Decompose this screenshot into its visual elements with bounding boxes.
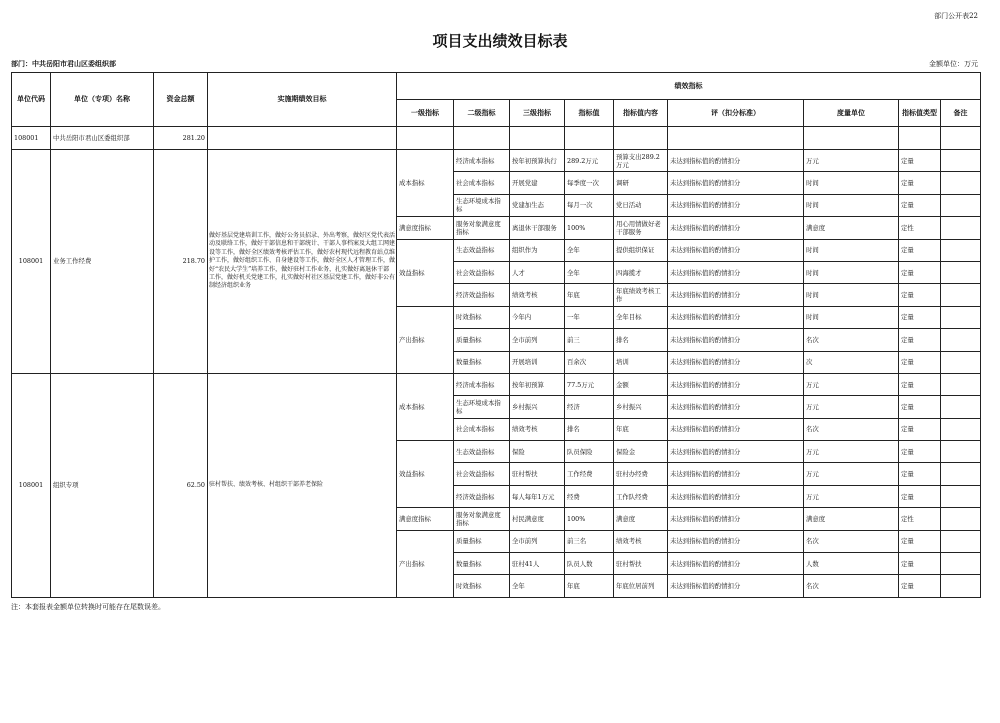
level2-indicator: 数量指标: [454, 351, 510, 373]
header-code: 单位代码: [12, 73, 51, 127]
level3-indicator: 绩效考核: [510, 418, 565, 440]
indicator-type: 定量: [899, 150, 941, 172]
scoring-standard: 未达到指标值的酌情扣分: [668, 530, 804, 552]
header-content: 指标值内容: [614, 100, 668, 127]
remark: [941, 508, 981, 530]
scoring-standard: 未达到指标值的酌情扣分: [668, 508, 804, 530]
header-measure: 度量单位: [804, 100, 899, 127]
scoring-standard: 未达到指标值的酌情扣分: [668, 239, 804, 261]
level2-indicator: 经济效益指标: [454, 284, 510, 306]
scoring-standard: 未达到指标值的酌情扣分: [668, 194, 804, 216]
indicator-value: 工作经费: [565, 463, 614, 485]
measure-unit: 时间: [804, 239, 899, 261]
scoring-standard: 未达到指标值的酌情扣分: [668, 575, 804, 597]
indicator-content: 年底位居前列: [614, 575, 668, 597]
measure-unit: 万元: [804, 373, 899, 395]
indicator-type: 定量: [899, 463, 941, 485]
remark: [941, 441, 981, 463]
indicator-type: 定量: [899, 172, 941, 194]
indicator-value: 每月一次: [565, 194, 614, 216]
level1-indicator: 产出指标: [397, 530, 454, 597]
indicator-value: 年底: [565, 575, 614, 597]
remark: [941, 351, 981, 373]
measure-unit: 名次: [804, 329, 899, 351]
level1-indicator: 效益指标: [397, 441, 454, 508]
header-level2: 二级指标: [454, 100, 510, 127]
indicator-value: 100%: [565, 217, 614, 239]
measure-unit: 满意度: [804, 217, 899, 239]
indicator-value: 前三: [565, 329, 614, 351]
remark: [941, 306, 981, 328]
level2-indicator: 社会效益指标: [454, 261, 510, 283]
indicator-content: 绩效考核: [614, 530, 668, 552]
measure-unit: 满意度: [804, 508, 899, 530]
indicator-content: 用心用情做好老干部服务: [614, 217, 668, 239]
scoring-standard: 未达到指标值的酌情扣分: [668, 463, 804, 485]
indicator-value: 排名: [565, 418, 614, 440]
scoring-standard: 未达到指标值的酌情扣分: [668, 329, 804, 351]
indicator-content: 年底绩效考核工作: [614, 284, 668, 306]
table-row: [12, 127, 981, 150]
indicator-type: 定量: [899, 194, 941, 216]
level3-indicator: 全年: [510, 575, 565, 597]
indicator-type: 定量: [899, 261, 941, 283]
measure-unit: 时间: [804, 284, 899, 306]
indicator-value: 全年: [565, 239, 614, 261]
indicator-type: 定量: [899, 373, 941, 395]
indicator-content: 排名: [614, 329, 668, 351]
indicator-content: 全年目标: [614, 306, 668, 328]
indicator-type: 定性: [899, 217, 941, 239]
header-remark: 备注: [941, 100, 981, 127]
indicator-content: 培训: [614, 351, 668, 373]
indicator-type: 定量: [899, 239, 941, 261]
level3-indicator: 按年初预算: [510, 373, 565, 395]
remark: [941, 329, 981, 351]
project-goal: 做好基层党建培训工作，做好公务员招录、外出考察，做好区党代表活动及联络工作，做好干部信息和干部统计、干部人事档案及大组工网建设等工作，做好全区绩效考核评估工作，做好农村现代远程教育站点维护工作，做好组织工作、自身建设等工作，做好全区人才管理工作，做好“农民大学生”培养工作，做好驻村工作业务，扎实做好离退休干部工作，做好机关党建工作，扎实做好村社区基层党建工作，做好非公有制经济组织业务: [208, 150, 397, 374]
indicator-type: 定量: [899, 485, 941, 507]
remark: [941, 284, 981, 306]
indicator-content: 年底: [614, 418, 668, 440]
level3-indicator: 人才: [510, 261, 565, 283]
indicator-value: 前三名: [565, 530, 614, 552]
indicator-content: 调研: [614, 172, 668, 194]
level3-indicator: 全市前列: [510, 329, 565, 351]
scoring-standard: 未达到指标值的酌情扣分: [668, 553, 804, 575]
level2-indicator: 生态环境成本指标: [454, 396, 510, 418]
scoring-standard: 未达到指标值的酌情扣分: [668, 441, 804, 463]
project-total: 62.50: [154, 373, 208, 597]
header-total: 资金总额: [154, 73, 208, 127]
indicator-content: 乡村振兴: [614, 396, 668, 418]
indicator-type: 定量: [899, 306, 941, 328]
indicator-content: 金额: [614, 373, 668, 395]
level2-indicator: 服务对象满意度指标: [454, 508, 510, 530]
level3-indicator: 全市前列: [510, 530, 565, 552]
project-total: 218.70: [154, 150, 208, 374]
remark: [941, 261, 981, 283]
scoring-standard: 未达到指标值的酌情扣分: [668, 217, 804, 239]
scoring-standard: 未达到指标值的酌情扣分: [668, 284, 804, 306]
level2-indicator: 社会成本指标: [454, 172, 510, 194]
level2-indicator: 经济效益指标: [454, 485, 510, 507]
indicator-type: 定量: [899, 553, 941, 575]
table-number: 部门公开表22: [934, 12, 978, 20]
measure-unit: 时间: [804, 261, 899, 283]
indicator-content: 驻村帮扶: [614, 553, 668, 575]
header-value: 指标值: [565, 100, 614, 127]
scoring-standard: 未达到指标值的酌情扣分: [668, 261, 804, 283]
amount-unit-label: 金额单位：万元: [929, 60, 978, 68]
project-code: 108001: [12, 150, 51, 374]
remark: [941, 373, 981, 395]
level3-indicator: 每人每年1万元: [510, 485, 565, 507]
indicator-type: 定量: [899, 418, 941, 440]
level3-indicator: 驻村帮扶: [510, 463, 565, 485]
measure-unit: 万元: [804, 150, 899, 172]
level3-indicator: 村民满意度: [510, 508, 565, 530]
scoring-standard: 未达到指标值的酌情扣分: [668, 485, 804, 507]
remark: [941, 485, 981, 507]
indicator-value: 年底: [565, 284, 614, 306]
level2-indicator: 社会成本指标: [454, 418, 510, 440]
unit-name: 中共岳阳市君山区委组织部: [51, 127, 154, 150]
level2-indicator: 生态环境成本指标: [454, 194, 510, 216]
project-name: 组织专项: [51, 373, 154, 597]
indicator-value: 经费: [565, 485, 614, 507]
remark: [941, 150, 981, 172]
measure-unit: 名次: [804, 418, 899, 440]
level2-indicator: 生态效益指标: [454, 239, 510, 261]
indicator-value: 百余次: [565, 351, 614, 373]
scoring-standard: 未达到指标值的酌情扣分: [668, 373, 804, 395]
indicator-value: 100%: [565, 508, 614, 530]
indicator-type: 定性: [899, 508, 941, 530]
indicator-content: 四海揽才: [614, 261, 668, 283]
level3-indicator: 开展党建: [510, 172, 565, 194]
scoring-standard: 未达到指标值的酌情扣分: [668, 306, 804, 328]
indicator-value: 队员人数: [565, 553, 614, 575]
measure-unit: 名次: [804, 530, 899, 552]
measure-unit: 时间: [804, 194, 899, 216]
level3-indicator: 按年初预算执行: [510, 150, 565, 172]
header-level1: 一级指标: [397, 100, 454, 127]
project-code: 108001: [12, 373, 51, 597]
remark: [941, 553, 981, 575]
remark: [941, 172, 981, 194]
unit-total: 281.20: [154, 127, 208, 150]
indicator-value: 全年: [565, 261, 614, 283]
project-goal: 驻村帮扶、绩效考核、村组织干部养老保险: [208, 373, 397, 597]
measure-unit: 时间: [804, 306, 899, 328]
indicator-type: 定量: [899, 351, 941, 373]
page-title: 项目支出绩效目标表: [432, 32, 568, 50]
header-level3: 三级指标: [510, 100, 565, 127]
indicator-type: 定量: [899, 396, 941, 418]
header-goal: 实施期绩效目标: [208, 73, 397, 127]
level1-indicator: 成本指标: [397, 150, 454, 217]
indicator-content: 提供组织保证: [614, 239, 668, 261]
level1-indicator: 产出指标: [397, 306, 454, 373]
level3-indicator: 党建加生态: [510, 194, 565, 216]
level2-indicator: 质量指标: [454, 530, 510, 552]
level1-indicator: 满意度指标: [397, 217, 454, 239]
header-name: 单位（专项）名称: [51, 73, 154, 127]
measure-unit: 万元: [804, 441, 899, 463]
indicator-content: 党日活动: [614, 194, 668, 216]
remark: [941, 530, 981, 552]
measure-unit: 人数: [804, 553, 899, 575]
remark: [941, 217, 981, 239]
level1-indicator: 成本指标: [397, 373, 454, 440]
indicator-value: 77.5万元: [565, 373, 614, 395]
level3-indicator: 离退休干部服务: [510, 217, 565, 239]
measure-unit: 次: [804, 351, 899, 373]
header-type: 指标值类型: [899, 100, 941, 127]
level2-indicator: 社会效益指标: [454, 463, 510, 485]
indicator-type: 定量: [899, 575, 941, 597]
performance-table: [11, 72, 981, 598]
remark: [941, 396, 981, 418]
footnote: 注：本套报表金额单位转换时可能存在尾数误差。: [11, 603, 165, 611]
level2-indicator: 质量指标: [454, 329, 510, 351]
measure-unit: 万元: [804, 485, 899, 507]
level2-indicator: 服务对象满意度指标: [454, 217, 510, 239]
indicator-type: 定量: [899, 329, 941, 351]
indicator-content: 工作队经费: [614, 485, 668, 507]
measure-unit: 名次: [804, 575, 899, 597]
level2-indicator: 数量指标: [454, 553, 510, 575]
level3-indicator: 今年内: [510, 306, 565, 328]
indicator-content: 驻村办经费: [614, 463, 668, 485]
scoring-standard: 未达到指标值的酌情扣分: [668, 396, 804, 418]
level3-indicator: 驻村41人: [510, 553, 565, 575]
indicator-value: 队员保险: [565, 441, 614, 463]
level1-indicator: 效益指标: [397, 239, 454, 306]
project-name: 业务工作经费: [51, 150, 154, 374]
remark: [941, 194, 981, 216]
measure-unit: 时间: [804, 172, 899, 194]
indicator-value: 经济: [565, 396, 614, 418]
scoring-standard: 未达到指标值的酌情扣分: [668, 351, 804, 373]
header-eval: 评（扣分标准）: [668, 100, 804, 127]
remark: [941, 418, 981, 440]
indicator-type: 定量: [899, 441, 941, 463]
level3-indicator: 绩效考核: [510, 284, 565, 306]
level3-indicator: 乡村振兴: [510, 396, 565, 418]
indicator-content: 保险金: [614, 441, 668, 463]
level1-indicator: 满意度指标: [397, 508, 454, 530]
remark: [941, 239, 981, 261]
level2-indicator: 生态效益指标: [454, 441, 510, 463]
scoring-standard: 未达到指标值的酌情扣分: [668, 418, 804, 440]
table-row: [12, 150, 981, 172]
remark: [941, 463, 981, 485]
indicator-content: 满意度: [614, 508, 668, 530]
scoring-standard: 未达到指标值的酌情扣分: [668, 150, 804, 172]
unit-code: 108001: [12, 127, 51, 150]
indicator-value: 每季度一次: [565, 172, 614, 194]
header-performance: 绩效指标: [397, 73, 981, 100]
level3-indicator: 开展培训: [510, 351, 565, 373]
indicator-value: 一年: [565, 306, 614, 328]
scoring-standard: 未达到指标值的酌情扣分: [668, 172, 804, 194]
indicator-value: 289.2万元: [565, 150, 614, 172]
level2-indicator: 经济成本指标: [454, 373, 510, 395]
level3-indicator: 组织作为: [510, 239, 565, 261]
level2-indicator: 时效指标: [454, 306, 510, 328]
measure-unit: 万元: [804, 463, 899, 485]
level3-indicator: 保险: [510, 441, 565, 463]
indicator-type: 定量: [899, 284, 941, 306]
department-label: 部门：中共岳阳市君山区委组织部: [11, 59, 116, 68]
level2-indicator: 经济成本指标: [454, 150, 510, 172]
measure-unit: 万元: [804, 396, 899, 418]
remark: [941, 575, 981, 597]
indicator-content: 预算支出289.2万元: [614, 150, 668, 172]
indicator-type: 定量: [899, 530, 941, 552]
table-row: [12, 373, 981, 395]
level2-indicator: 时效指标: [454, 575, 510, 597]
